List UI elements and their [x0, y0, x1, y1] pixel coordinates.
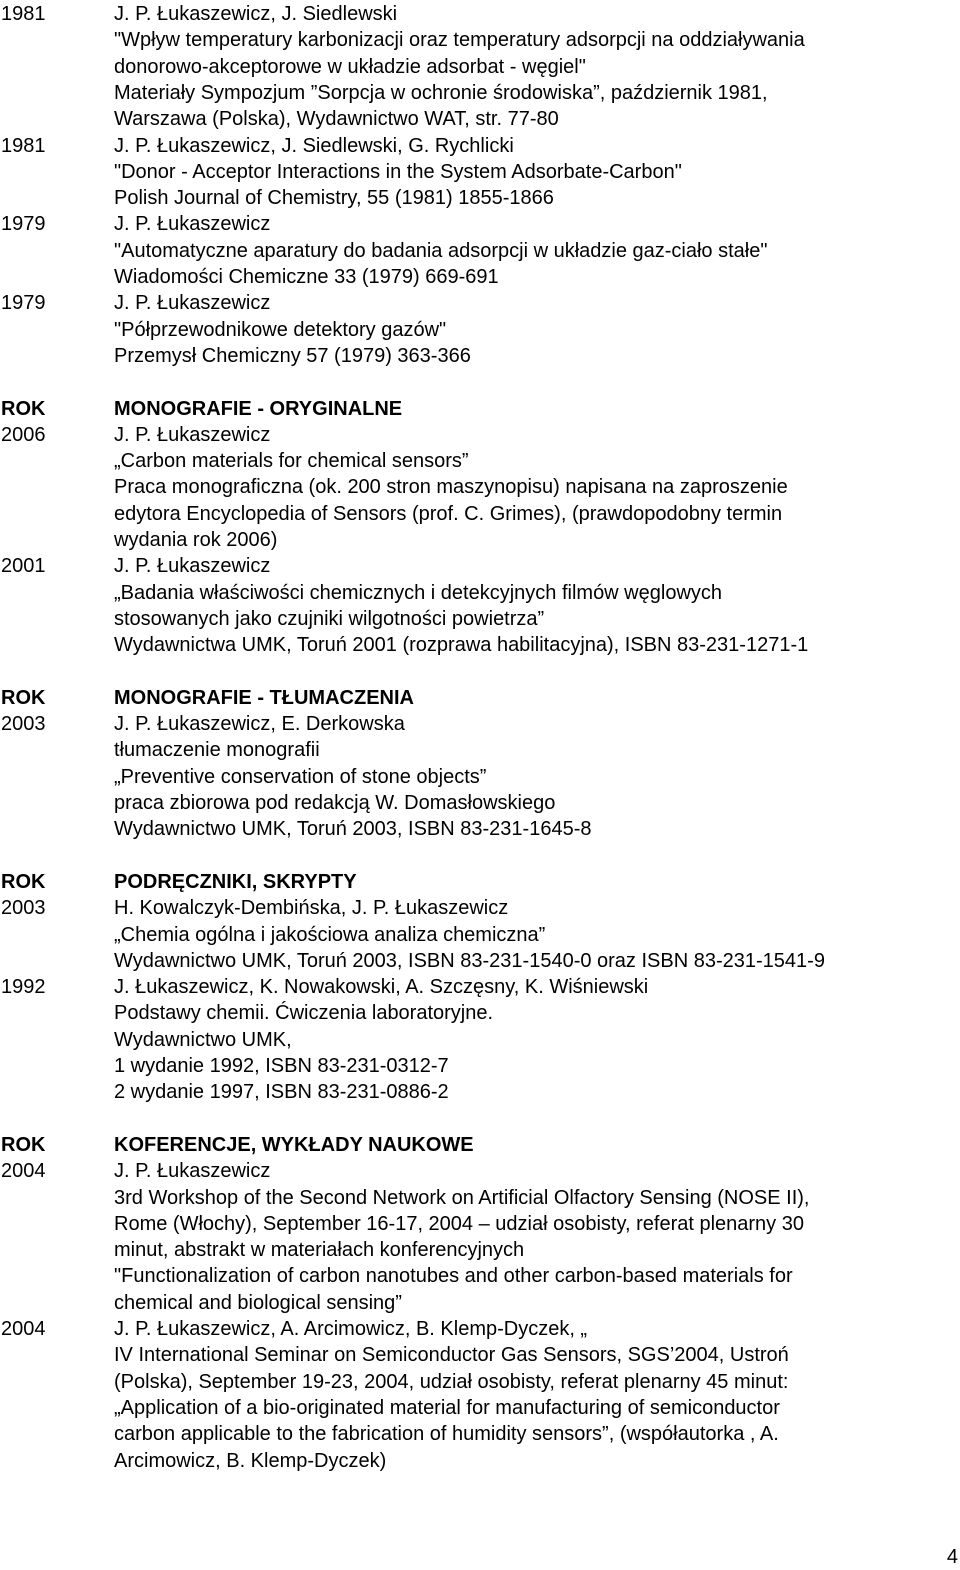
entry-line: (Polska), September 19-23, 2004, udział osobisty, referat plenarny 45 minut: [114, 1371, 789, 1393]
entry-line: "Półprzewodnikowe detektory gazów" [114, 319, 447, 341]
entry-line: Wiadomości Chemiczne 33 (1979) 669-691 [114, 266, 499, 288]
entry-line: J. P. Łukaszewicz, A. Arcimowicz, B. Klemp-Dyczek, „ [114, 1318, 588, 1340]
entry-year: 1992 [1, 976, 46, 998]
entry-line: carbon applicable to the fabrication of humidity sensors”, (współautorka , A. [114, 1423, 779, 1445]
entry-line: Wydawnictwo UMK, Toruń 2003, ISBN 83-231-1645-8 [114, 818, 592, 840]
entry-line: Przemysł Chemiczny 57 (1979) 363-366 [114, 345, 471, 367]
entry-line: Polish Journal of Chemistry, 55 (1981) 1855-1866 [114, 187, 554, 209]
section-rok-label: ROK [1, 1134, 46, 1156]
entry-line: J. P. Łukaszewicz [114, 292, 271, 314]
entry-line: tłumaczenie monografii [114, 739, 320, 761]
entry-year: 2001 [1, 555, 46, 577]
entry-line: J. P. Łukaszewicz, J. Siedlewski, G. Rychlicki [114, 135, 514, 157]
entry-line: IV International Seminar on Semiconductor Gas Sensors, SGS’2004, Ustroń [114, 1344, 789, 1366]
entry-year: 2003 [1, 713, 46, 735]
entry-line: J. P. Łukaszewicz, J. Siedlewski [114, 3, 398, 25]
entry-line: „Application of a bio-originated material for manufacturing of semiconductor [114, 1397, 780, 1419]
page-number: 4 [946, 1546, 958, 1568]
entry-line: H. Kowalczyk-Dembińska, J. P. Łukaszewicz [114, 897, 509, 919]
section-rok-label: ROK [1, 398, 46, 420]
entry-year: 2004 [1, 1160, 46, 1182]
entry-line: Wydawnictwa UMK, Toruń 2001 (rozprawa habilitacyjna), ISBN 83-231-1271-1 [114, 634, 809, 656]
section-heading: MONOGRAFIE - ORYGINALNE [114, 398, 403, 420]
entry-line: "Functionalization of carbon nanotubes and other carbon-based materials for [114, 1265, 793, 1287]
entry-line: J. P. Łukaszewicz [114, 424, 271, 446]
entry-line: praca zbiorowa pod redakcją W. Domasłowskiego [114, 792, 556, 814]
entry-line: 1 wydanie 1992, ISBN 83-231-0312-7 [114, 1055, 449, 1077]
entry-line: Rome (Włochy), September 16-17, 2004 – udział osobisty, referat plenarny 30 [114, 1213, 804, 1235]
entry-line: 2 wydanie 1997, ISBN 83-231-0886-2 [114, 1081, 449, 1103]
entry-line: Wydawnictwo UMK, [114, 1029, 292, 1051]
entry-line: „Preventive conservation of stone objects” [114, 766, 487, 788]
entry-year: 2003 [1, 897, 46, 919]
section-rok-label: ROK [1, 871, 46, 893]
section-rok-label: ROK [1, 687, 46, 709]
entry-year: 1981 [1, 3, 46, 25]
entry-line: donorowo-akceptorowe w układzie adsorbat - węgiel" [114, 56, 586, 78]
entry-line: 3rd Workshop of the Second Network on Artificial Olfactory Sensing (NOSE II), [114, 1187, 810, 1209]
entry-line: Wydawnictwo UMK, Toruń 2003, ISBN 83-231-1540-0 oraz ISBN 83-231-1541-9 [114, 950, 825, 972]
entry-year: 2004 [1, 1318, 46, 1340]
section-heading: KOFERENCJE, WYKŁADY NAUKOWE [114, 1134, 474, 1156]
entry-year: 1981 [1, 135, 46, 157]
entry-line: J. P. Łukaszewicz [114, 213, 271, 235]
entry-line: Warszawa (Polska), Wydawnictwo WAT, str. 77-80 [114, 108, 559, 130]
entry-line: Materiały Sympozjum ”Sorpcja w ochronie środowiska”, październik 1981, [114, 82, 768, 104]
entry-line: Podstawy chemii. Ćwiczenia laboratoryjne. [114, 1002, 494, 1024]
entry-year: 2006 [1, 424, 46, 446]
entry-line: J. P. Łukaszewicz, E. Derkowska [114, 713, 405, 735]
entry-line: „Carbon materials for chemical sensors” [114, 450, 469, 472]
entry-line: J. P. Łukaszewicz [114, 1160, 271, 1182]
entry-year: 1979 [1, 213, 46, 235]
entry-line: "Automatyczne aparatury do badania adsorpcji w układzie gaz-ciało stałe" [114, 240, 768, 262]
entry-line: edytora Encyclopedia of Sensors (prof. C. Grimes), (prawdopodobny termin [114, 503, 783, 525]
entry-line: wydania rok 2006) [114, 529, 278, 551]
entry-line: minut, abstrakt w materiałach konferencyjnych [114, 1239, 525, 1261]
entry-line: "Donor - Acceptor Interactions in the System Adsorbate-Carbon" [114, 161, 682, 183]
section-heading: PODRĘCZNIKI, SKRYPTY [114, 871, 357, 893]
entry-line: "Wpływ temperatury karbonizacji oraz temperatury adsorpcji na oddziaływania [114, 29, 805, 51]
entry-line: Arcimowicz, B. Klemp-Dyczek) [114, 1450, 387, 1472]
entry-line: Praca monograficzna (ok. 200 stron maszynopisu) napisana na zaproszenie [114, 476, 788, 498]
entry-line: chemical and biological sensing” [114, 1292, 402, 1314]
entry-line: J. P. Łukaszewicz [114, 555, 271, 577]
entry-line: J. Łukaszewicz, K. Nowakowski, A. Szczęsny, K. Wiśniewski [114, 976, 649, 998]
entry-line: stosowanych jako czujniki wilgotności powietrza” [114, 608, 545, 630]
entry-line: „Chemia ogólna i jakościowa analiza chemiczna” [114, 924, 546, 946]
entry-year: 1979 [1, 292, 46, 314]
section-heading: MONOGRAFIE - TŁUMACZENIA [114, 687, 414, 709]
entry-line: „Badania właściwości chemicznych i detekcyjnych filmów węglowych [114, 582, 723, 604]
